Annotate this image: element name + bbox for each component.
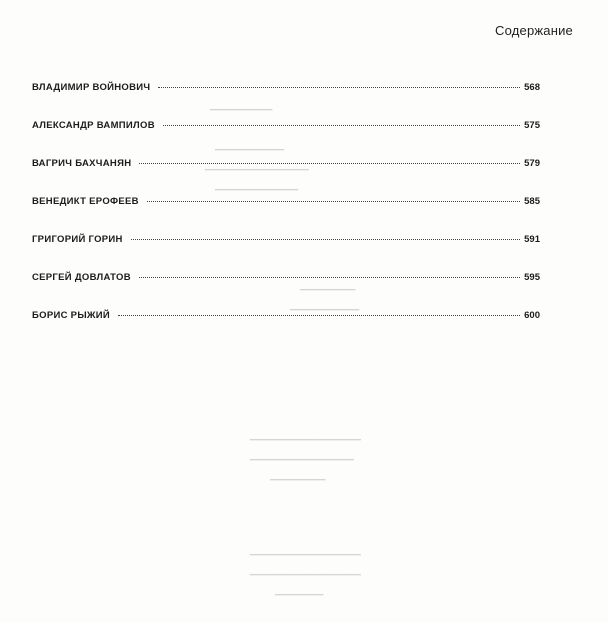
running-header: Содержание — [495, 23, 573, 38]
bleed-through-mark: ▁▁▁▁▁▁▁▁▁▁ — [290, 300, 360, 310]
bleed-through-mark: ▁▁▁▁▁▁▁▁▁▁▁▁▁▁▁ — [250, 450, 354, 460]
toc-page-number: 575 — [524, 120, 540, 131]
bleed-through-mark: ▁▁▁▁▁▁▁▁▁▁▁▁▁▁▁ — [205, 160, 309, 170]
table-of-contents — [32, 82, 540, 348]
bleed-through-mark: ▁▁▁▁▁▁▁▁▁▁ — [215, 140, 285, 150]
toc-author: СЕРГЕЙ ДОВЛАТОВ — [32, 272, 131, 283]
toc-page-number: 600 — [524, 310, 540, 321]
toc-author: БОРИС РЫЖИЙ — [32, 310, 111, 321]
bleed-through-mark: ▁▁▁▁▁▁▁▁▁▁▁▁ — [215, 180, 299, 190]
toc-page-number: 595 — [524, 272, 540, 283]
toc-entry[interactable] — [32, 158, 540, 196]
bleed-through-mark: ▁▁▁▁▁▁▁▁ — [300, 280, 356, 290]
bleed-through-mark: ▁▁▁▁▁▁▁ — [275, 585, 324, 595]
toc-page-number: 585 — [524, 196, 540, 207]
toc-leader-dots — [131, 239, 520, 240]
bleed-through-mark: ▁▁▁▁▁▁▁▁▁▁▁▁▁▁▁▁ — [250, 545, 361, 555]
bleed-through-mark: ▁▁▁▁▁▁▁▁▁ — [210, 100, 273, 110]
bleed-through-mark: ▁▁▁▁▁▁▁▁ — [270, 470, 326, 480]
bleed-through-mark: ▁▁▁▁▁▁▁▁▁▁▁▁▁▁▁▁ — [250, 565, 361, 575]
toc-page-number: 591 — [524, 234, 540, 245]
toc-page-number: 568 — [524, 82, 540, 93]
toc-author: АЛЕКСАНДР ВАМПИЛОВ — [32, 120, 155, 131]
toc-leader-dots — [163, 125, 520, 126]
toc-leader-dots — [118, 315, 520, 316]
toc-author: ГРИГОРИЙ ГОРИН — [32, 234, 123, 245]
toc-page-number: 579 — [524, 158, 540, 169]
toc-author: ВАГРИЧ БАХЧАНЯН — [32, 158, 132, 169]
toc-author: ВЕНЕДИКТ ЕРОФЕЕВ — [32, 196, 139, 207]
toc-leader-dots — [158, 87, 520, 88]
toc-leader-dots — [147, 201, 520, 202]
toc-entry[interactable] — [32, 234, 540, 272]
toc-entry[interactable] — [32, 196, 540, 234]
toc-entry[interactable] — [32, 272, 540, 310]
toc-leader-dots — [139, 163, 520, 164]
toc-entry[interactable] — [32, 310, 540, 348]
bleed-through-mark: ▁▁▁▁▁▁▁▁▁▁▁▁▁▁▁▁ — [250, 430, 361, 440]
toc-entry[interactable] — [32, 82, 540, 120]
toc-author: ВЛАДИМИР ВОЙНОВИЧ — [32, 82, 151, 93]
toc-entry[interactable] — [32, 120, 540, 158]
toc-leader-dots — [139, 277, 520, 278]
